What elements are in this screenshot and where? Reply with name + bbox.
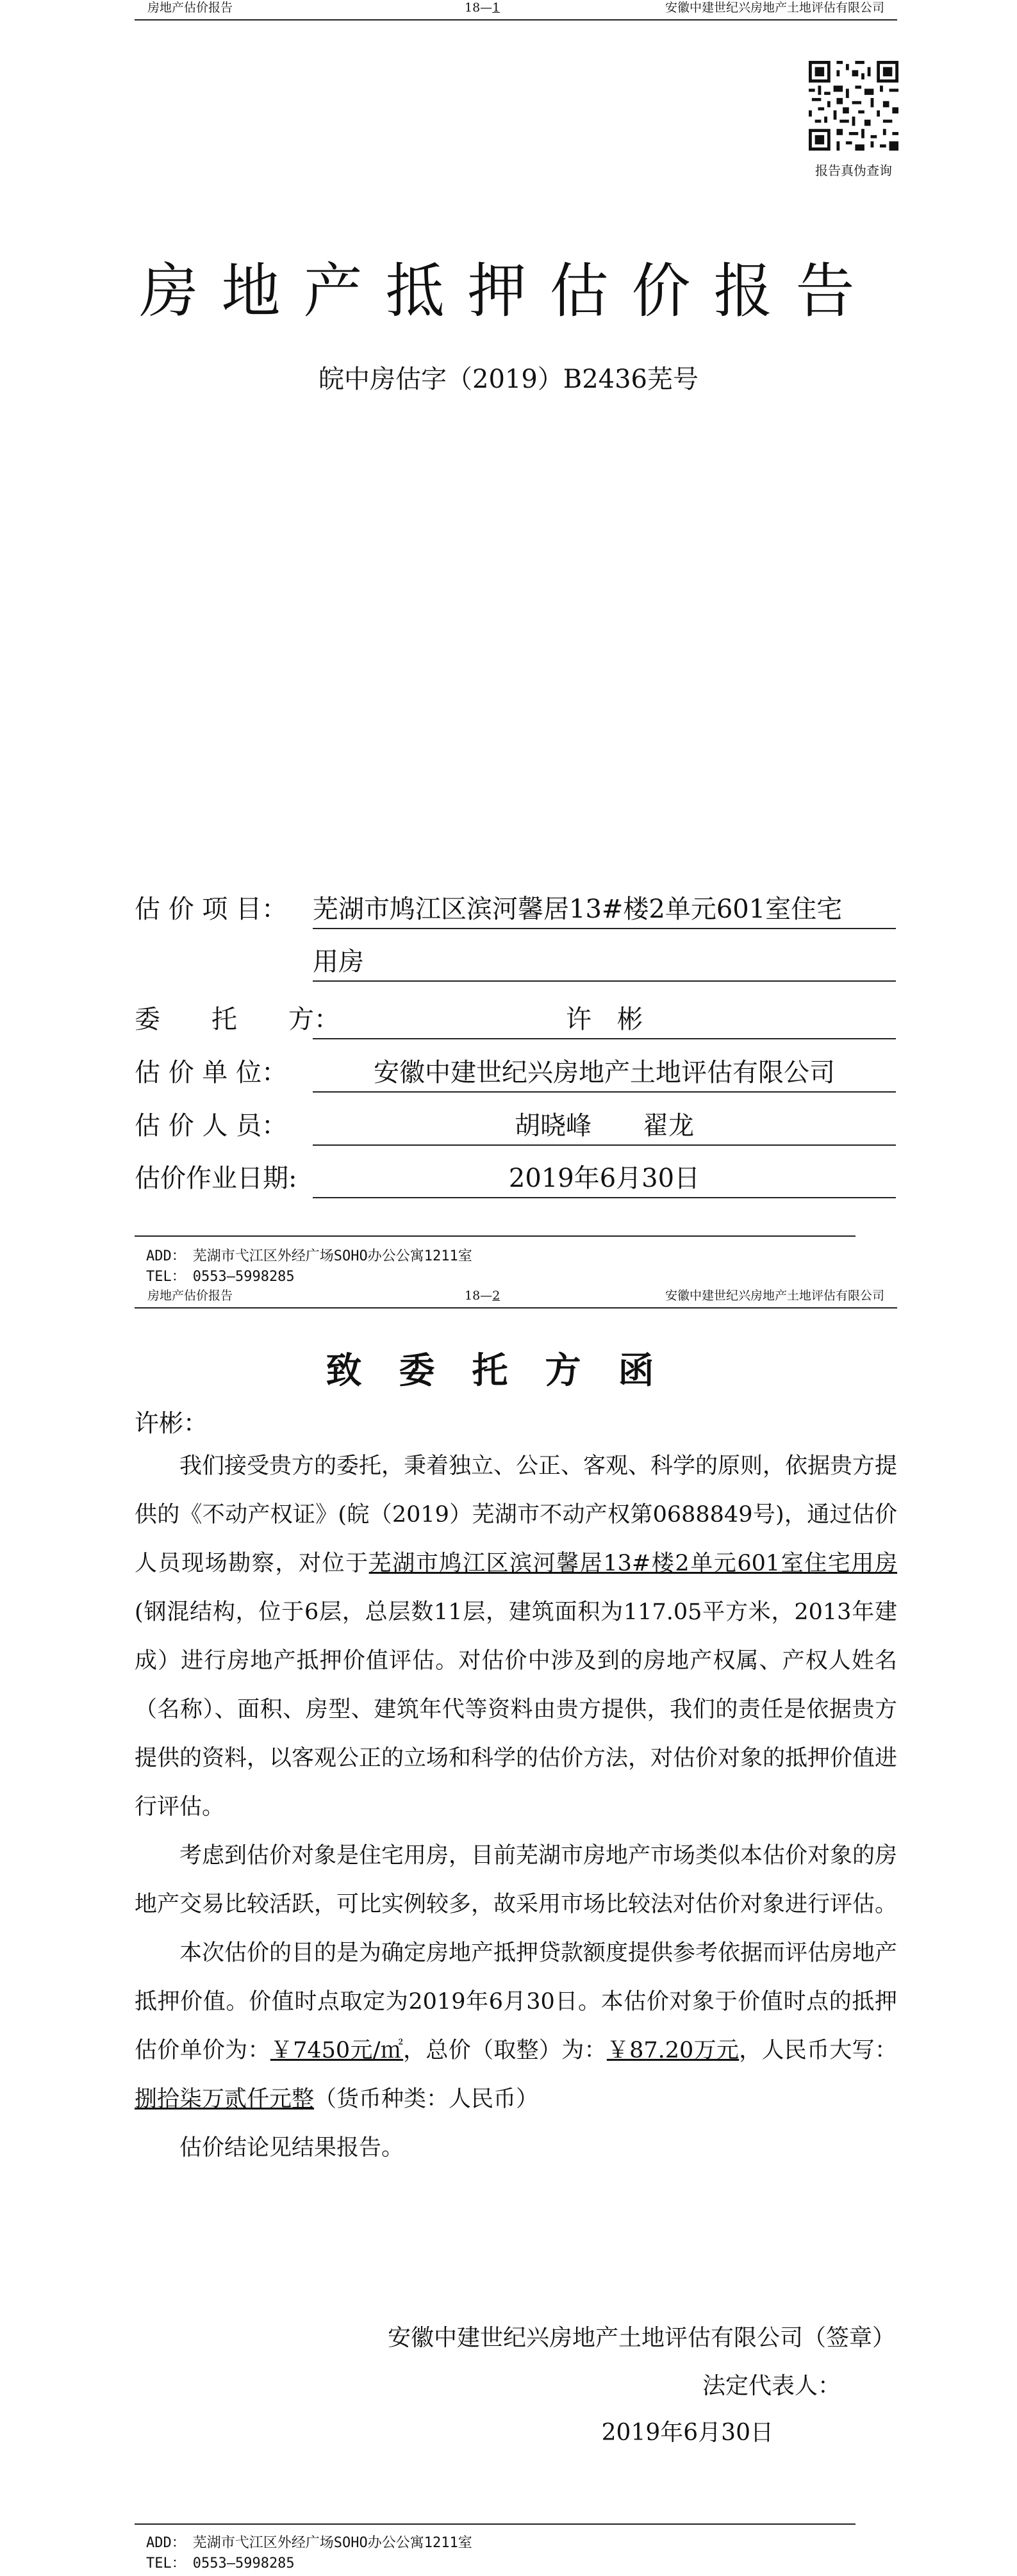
field-value: 2019年6月30日 [313, 1160, 896, 1198]
signature-representative: 法定代表人： [702, 2373, 841, 2399]
header-page-number: 18—1 [465, 1, 500, 15]
footer-divider [135, 2523, 856, 2525]
qr-caption: 报告真伪查询 [815, 163, 892, 178]
field-label: 估价作业日期: [135, 1164, 297, 1193]
unit-price: ￥7450元/㎡ [270, 2038, 404, 2063]
letter-paragraph: 考虑到估价对象是住宅用房，目前芜湖市房地产市场类似本估价对象的房地产交易比较活跃，可比实例较多，故采用市场比较法对估价对象进行评估。 [135, 1843, 898, 1917]
field-value: 安徽中建世纪兴房地产土地评估有限公司 [313, 1054, 896, 1093]
header-left: 房地产估价报告 [147, 1, 233, 15]
report-reference-number: 皖中房估字（2019）B2436芜号 [318, 365, 699, 394]
report-title: 房地产抵押估价报告 [139, 257, 878, 326]
footer-divider [135, 1235, 856, 1237]
field-label: 估 价 单 位： [135, 1058, 288, 1087]
field-value: 芜湖市鸠江区滨河馨居13#楼2单元601室住宅 [313, 891, 896, 929]
page-header [135, 0, 897, 21]
signature-company: 安徽中建世纪兴房地产土地评估有限公司（签章） [387, 2325, 895, 2351]
qr-code-icon[interactable] [809, 61, 898, 151]
footer-phone: TEL： 0553—5998285 [146, 1269, 295, 1285]
field-label: 估 价 项 目： [135, 895, 288, 924]
letter-paragraph: 本次估价的目的是为确定房地产抵押贷款额度提供参考依据而评估房地产抵押价值。价值时点取定为2019年6月30日。本估价对象于价值时点的抵押估价单价为：￥7450元/㎡，总价（取整）为：￥87.20万元，人民币大写：捌拾柒万贰仟元整（货币种类：人民币） [135, 1940, 898, 2112]
total-price-words: 捌拾柒万贰仟元整 [135, 2086, 315, 2112]
letter-paragraph: 估价结论见结果报告。 [179, 2135, 404, 2161]
field-value: 胡晓峰 翟龙 [313, 1107, 896, 1146]
field-value: 许 彬 [313, 1001, 896, 1039]
header-right: 安徽中建世纪兴房地产土地评估有限公司 [665, 1289, 884, 1303]
letter-paragraph: 我们接受贵方的委托，秉着独立、公正、客观、科学的原则，依据贵方提供的《不动产权证》(皖（2019）芜湖市不动产权第0688849号)，通过估价人员现场勘察，对位于芜湖市鸠江区滨河馨居13#楼2单元601室住宅用房(钢混结构，位于6层，总层数11层，建筑面积为117.05平方米，2013年建成）进行房地产抵押价值评估。对估价中涉及到的房地产权属、产权人姓名（名称）、面积、房型、建筑年代等资料由贵方提供，我们的责任是依据贵方提供的资料，以客观公正的立场和科学的估价方法，对估价对象的抵押价值进行评估。 [135, 1453, 898, 1820]
letter-title: 致委托方函 [326, 1350, 691, 1392]
property-address: 芜湖市鸠江区滨河馨居13#楼2单元601室住宅用房 [368, 1551, 897, 1576]
field-label: 估 价 人 员： [135, 1111, 288, 1141]
field-value: 用房 [313, 943, 896, 982]
footer-address: ADD： 芜湖市弋江区外经广场SOHO办公公寓1211室 [146, 2535, 472, 2551]
header-right: 安徽中建世纪兴房地产土地评估有限公司 [665, 1, 884, 15]
total-price: ￥87.20万元 [606, 2038, 740, 2063]
letter-salutation: 许彬： [135, 1409, 208, 1437]
page-header [135, 1288, 897, 1309]
header-page-number: 18—2 [465, 1289, 500, 1303]
letter-body [135, 1442, 897, 2172]
footer-address: ADD： 芜湖市弋江区外经广场SOHO办公公寓1211室 [146, 1248, 472, 1264]
footer-phone: TEL： 0553—5998285 [146, 2555, 295, 2572]
signature-date: 2019年6月30日 [601, 2420, 773, 2446]
header-left: 房地产估价报告 [147, 1289, 233, 1303]
field-label: 委 托 方： [135, 1005, 340, 1034]
